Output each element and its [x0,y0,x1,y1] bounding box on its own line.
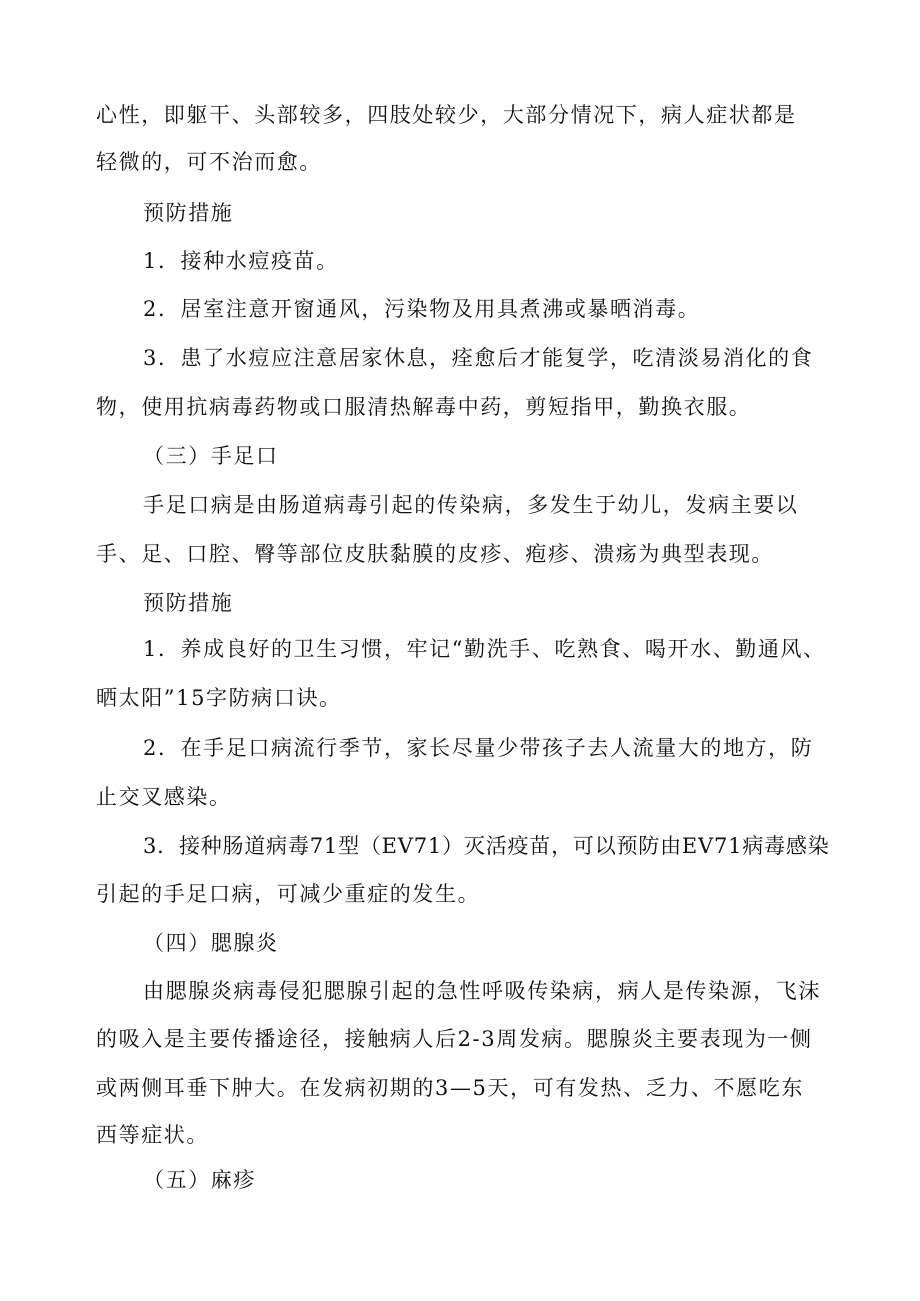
section-heading: 预防措施 [143,591,234,615]
list-item: 1．接种水痘疫苗。 [143,249,339,273]
paragraph-line: 由腮腺炎病毒侵犯腮腺引起的急性呼吸传染病，病人是传染源，飞沫 [143,979,821,1003]
section-heading: 预防措施 [143,201,234,225]
list-item: 3．患了水痘应注意居家休息，痊愈后才能复学，吃清淡易消化的食 [143,346,814,370]
section-heading: （四）腮腺炎 [143,931,279,955]
section-heading: （五）麻疹 [143,1168,256,1192]
paragraph-line: 或两侧耳垂下肿大。在发病初期的3—5天，可有发热、乏力、不愿吃东 [96,1076,804,1100]
paragraph-line: 晒太阳”15字防病口诀。 [96,686,342,710]
paragraph-line: 止交叉感染。 [96,785,232,809]
section-heading: （三）手足口 [143,444,279,468]
paragraph-line: 心性，即躯干、头部较多，四肢处较少，大部分情况下，病人症状都是 [96,103,797,127]
list-item: 1．养成良好的卫生习惯，牢记“勤洗手、吃熟食、喝开水、勤通风、 [143,637,826,661]
list-item: 2．居室注意开窗通风，污染物及用具煮沸或暴晒消毒。 [143,297,701,321]
list-item: 3．接种肠道病毒71型（EV71）灭活疫苗，可以预防由EV71病毒感染 [143,834,830,858]
paragraph-line: 物，使用抗病毒药物或口服清热解毒中药，剪短指甲，勤换衣服。 [96,395,752,419]
paragraph-line: 手、足、口腔、臀等部位皮肤黏膜的皮疹、疱疹、溃疡为典型表现。 [96,542,774,566]
paragraph-line: 轻微的，可不治而愈。 [96,150,322,174]
paragraph-line: 西等症状。 [96,1123,209,1147]
paragraph-line: 手足口病是由肠道病毒引起的传染病，多发生于幼儿，发病主要以 [143,493,799,517]
paragraph-line: 引起的手足口病，可减少重症的发生。 [96,882,481,906]
list-item: 2．在手足口病流行季节，家长尽量少带孩子去人流量大的地方，防 [143,736,814,760]
paragraph-line: 的吸入是主要传播途径，接触病人后2-3周发病。腮腺炎主要表现为一侧 [96,1027,813,1051]
